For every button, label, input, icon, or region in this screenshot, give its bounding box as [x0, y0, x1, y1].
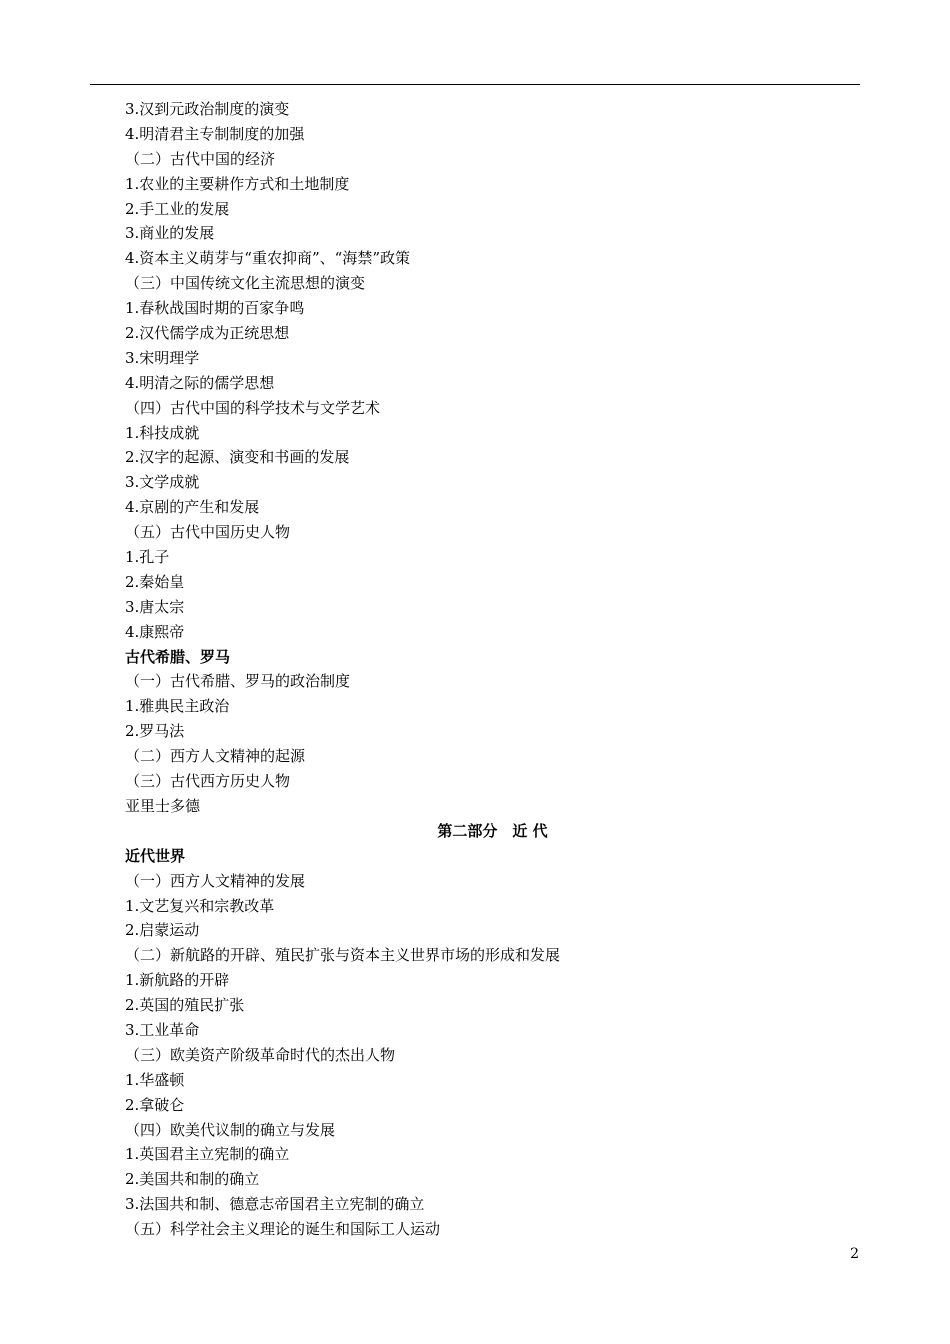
text-line: 亚里士多德: [125, 796, 201, 815]
text-line: 2.拿破仑: [125, 1095, 185, 1114]
text-line: 2.英国的殖民扩张: [125, 996, 245, 1015]
text-line: 3.宋明理学: [125, 348, 200, 367]
text-line: （二）古代中国的经济: [125, 149, 276, 168]
text-line: 1.英国君主立宪制的确立: [125, 1145, 290, 1164]
text-line: 2.汉字的起源、演变和书画的发展: [125, 448, 350, 467]
text-line: 4.资本主义萌芽与“重农抑商”、“海禁”政策: [125, 249, 410, 268]
text-line: 3.唐太宗: [125, 597, 185, 616]
text-line: 4.明清之际的儒学思想: [125, 373, 275, 392]
text-line: 2.手工业的发展: [125, 199, 230, 218]
text-line: 4.京剧的产生和发展: [125, 498, 260, 517]
part-title: 第二部分 近 代: [437, 821, 548, 840]
text-line: 4.康熙帝: [125, 622, 185, 641]
text-line: 1.新航路的开辟: [125, 971, 230, 990]
text-line: （一）古代希腊、罗马的政治制度: [125, 672, 351, 691]
text-line: 3.法国共和制、德意志帝国君主立宪制的确立: [125, 1195, 425, 1214]
header-rule: [90, 84, 860, 85]
text-line: （五）科学社会主义理论的诞生和国际工人运动: [125, 1220, 441, 1239]
text-line: （三）古代西方历史人物: [125, 772, 291, 791]
text-line: （三）中国传统文化主流思想的演变: [125, 274, 366, 293]
text-line: 2.罗马法: [125, 722, 185, 741]
section-heading: 古代希腊、罗马: [125, 647, 231, 666]
page-number: 2: [850, 1246, 859, 1262]
text-line: 2.启蒙运动: [125, 921, 200, 940]
text-line: 2.美国共和制的确立: [125, 1170, 260, 1189]
text-line: 1.农业的主要耕作方式和土地制度: [125, 174, 350, 193]
text-line: 3.工业革命: [125, 1020, 200, 1039]
text-line: 3.商业的发展: [125, 224, 215, 243]
document-body: [125, 97, 860, 1242]
text-line: 1.科技成就: [125, 423, 200, 442]
text-line: 1.春秋战国时期的百家争鸣: [125, 299, 305, 318]
text-line: （一）西方人文精神的发展: [125, 871, 306, 890]
text-line: （四）古代中国的科学技术与文学艺术: [125, 398, 381, 417]
text-line: （五）古代中国历史人物: [125, 523, 291, 542]
text-line: 1.孔子: [125, 548, 170, 567]
text-line: （三）欧美资产阶级革命时代的杰出人物: [125, 1045, 396, 1064]
text-line: 2.秦始皇: [125, 572, 185, 591]
text-line: （二）新航路的开辟、殖民扩张与资本主义世界市场的形成和发展: [125, 946, 561, 965]
text-line: 1.文艺复兴和宗教改革: [125, 896, 275, 915]
text-line: （四）欧美代议制的确立与发展: [125, 1120, 336, 1139]
text-line: 1.雅典民主政治: [125, 697, 230, 716]
text-line: 4.明清君主专制制度的加强: [125, 124, 305, 143]
text-line: 2.汉代儒学成为正统思想: [125, 324, 290, 343]
text-line: 3.汉到元政治制度的演变: [125, 100, 290, 118]
section-heading: 近代世界: [125, 846, 186, 865]
text-line: （二）西方人文精神的起源: [125, 747, 306, 766]
text-line: 3.文学成就: [125, 473, 200, 492]
text-line: 1.华盛顿: [125, 1070, 185, 1089]
